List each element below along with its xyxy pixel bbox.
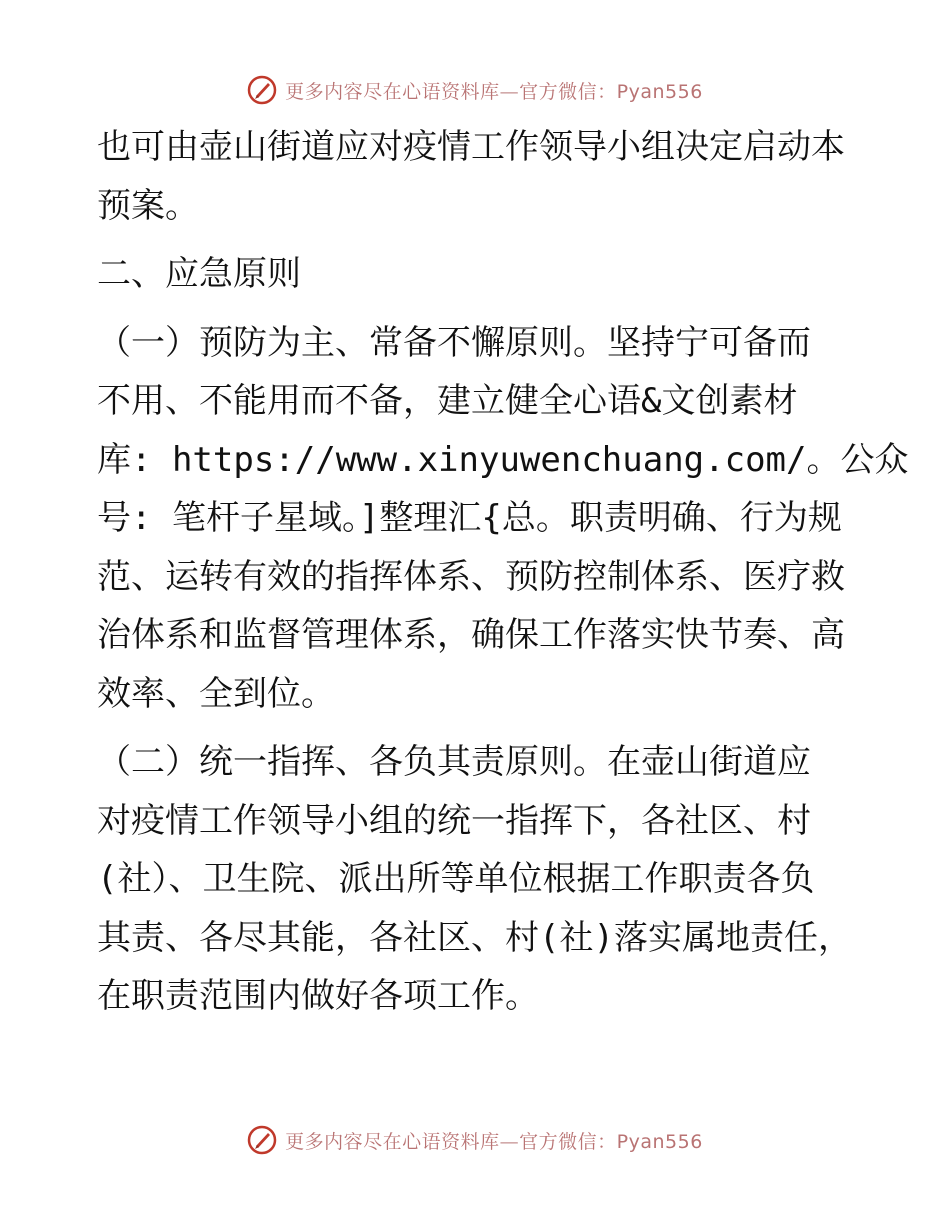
section-heading: 二、应急原则 (97, 254, 301, 294)
text-line: 预案。 (97, 185, 199, 226)
text-line: 也可由壶山街道应对疫情工作领导小组决定启动本 (97, 127, 845, 167)
text-line: 效率、全到位。 (97, 673, 335, 714)
document-body (97, 118, 909, 1026)
footer-banner-separator: — (499, 1130, 520, 1153)
paragraph-unified-command (97, 733, 867, 1026)
header-banner-wechat: 官方微信：Pyan556 (519, 80, 703, 103)
footer-banner-text (285, 1127, 703, 1154)
text-line: 对疫情工作领导小组的统一指挥下，各社区、村 (97, 800, 811, 841)
footer-banner-wechat: 官方微信：Pyan556 (519, 1130, 703, 1153)
footer-banner (0, 1120, 950, 1160)
header-banner-main: 更多内容尽在心语资料库 (285, 80, 500, 103)
quill-logo-icon (247, 75, 277, 105)
text-line: 范、运转有效的指挥体系、预防控制体系、医疗救 (97, 556, 845, 597)
text-line: 库: https://www.xinyuwenchuang.com/。公众 (97, 439, 909, 480)
intro-paragraph (97, 118, 867, 235)
quill-logo-icon (247, 1125, 277, 1155)
footer-banner-main: 更多内容尽在心语资料库 (285, 1130, 500, 1153)
text-line: （二）统一指挥、各负其责原则。在壶山街道应 (97, 742, 811, 782)
text-line: 治体系和监督管理体系，确保工作落实快节奏、高 (97, 615, 845, 655)
text-line: 不用、不能用而不备，建立健全心语&文创素材 (97, 381, 798, 421)
paragraph-prevention (97, 314, 909, 724)
text-line: （一）预防为主、常备不懈原则。坚持宁可备而 (97, 322, 811, 363)
text-line: 其责、各尽其能，各社区、村(社)落实属地责任， (97, 917, 852, 958)
text-line: (社）、卫生院、派出所等单位根据工作职责各负 (97, 859, 815, 899)
header-banner (0, 70, 950, 110)
text-line: 号: 笔杆子星域。]整理汇{总。职责明确、行为规 (97, 498, 842, 538)
text-line: 在职责范围内做好各项工作。 (97, 976, 539, 1016)
header-banner-separator: — (499, 80, 520, 103)
header-banner-text (285, 77, 703, 104)
